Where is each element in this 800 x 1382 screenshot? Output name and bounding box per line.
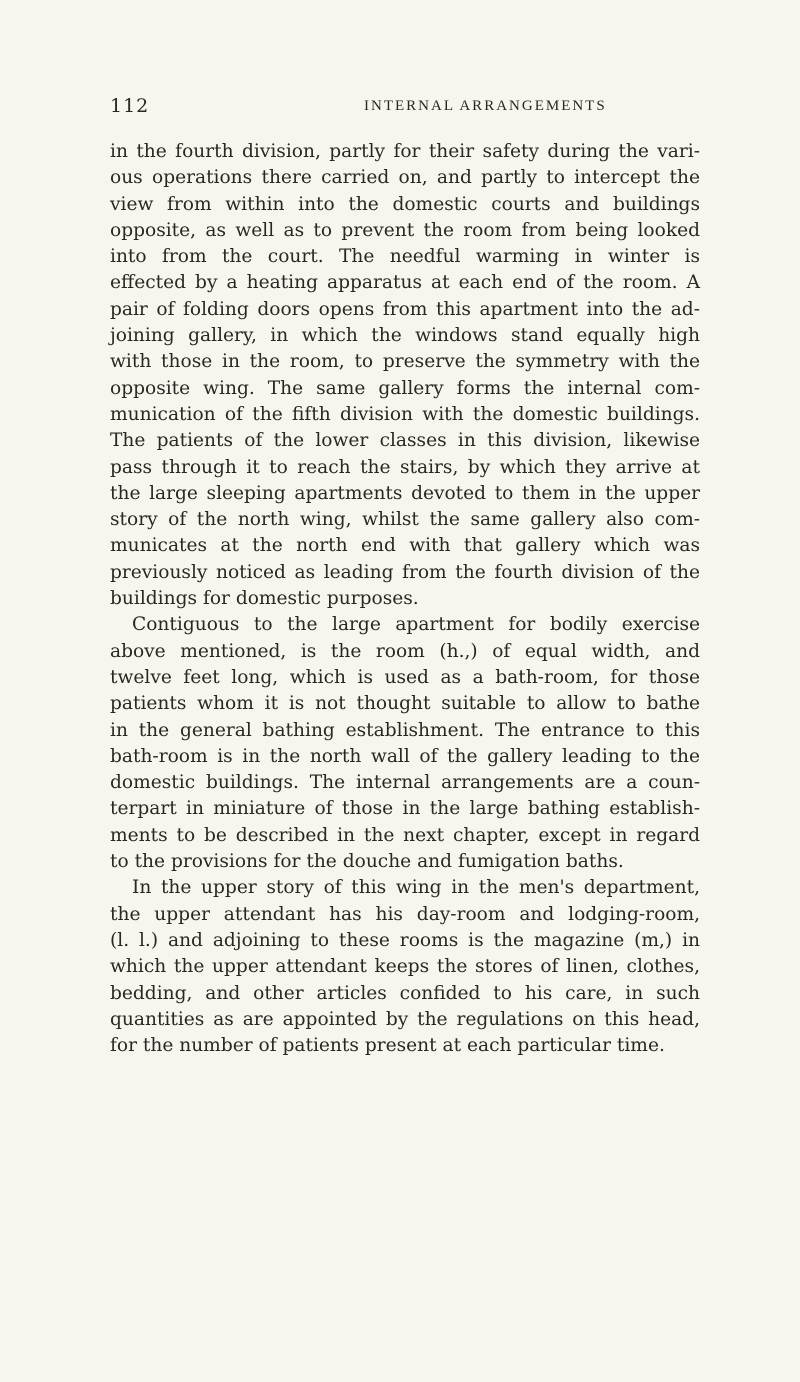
text-line: the upper attendant has his day-room and lodging-room, — [110, 903, 700, 925]
text-line: (l. l.) and adjoining to these rooms is the magazine (m,) in — [110, 929, 700, 951]
text-line: joining gallery, in which the windows stand equally high — [110, 325, 700, 347]
body-text — [110, 139, 700, 1059]
page-header — [110, 95, 700, 121]
text-line: story of the north wing, whilst the same gallery also com- — [110, 509, 700, 531]
text-line: bedding, and other articles confided to his care, in such — [110, 982, 700, 1004]
text-line: patients whom it is not thought suitable to allow to bathe — [110, 693, 700, 715]
text-line: Contiguous to the large apartment for bodily exercise — [132, 614, 700, 636]
text-line: which the upper attendant keeps the stores of linen, clothes, — [110, 956, 700, 978]
text-line: opposite wing. The same gallery forms the internal com- — [110, 377, 700, 399]
text-line: in the fourth division, partly for their safety during the vari- — [110, 141, 700, 162]
text-line: ous operations there carried on, and partly to intercept the — [110, 167, 700, 189]
text-line: view from within into the domestic courts and buildings — [110, 193, 700, 215]
text-line: the large sleeping apartments devoted to them in the upper — [110, 482, 700, 504]
text-line: pair of folding doors opens from this apartment into the ad- — [110, 298, 700, 320]
text-line: effected by a heating apparatus at each end of the room. A — [110, 272, 700, 294]
text-line: opposite, as well as to prevent the room from being looked — [110, 219, 700, 241]
text-line: munication of the fifth division with the domestic buildings. — [110, 403, 700, 425]
text-line: In the upper story of this wing in the men's department, — [132, 877, 700, 899]
text-line: The patients of the lower classes in this division, likewise — [110, 430, 700, 452]
text-line: above mentioned, is the room (h.,) of equal width, and — [110, 640, 700, 662]
text-line: domestic buildings. The internal arrangements are a coun- — [110, 772, 700, 794]
text-line: municates at the north end with that gallery which was — [110, 535, 700, 557]
text-line: twelve feet long, which is used as a bath-room, for those — [110, 666, 700, 688]
text-line: bath-room is in the north wall of the gallery leading to the — [110, 745, 700, 767]
text-line: to the provisions for the douche and fumigation baths. — [110, 851, 624, 873]
running-head: INTERNAL ARRANGEMENTS — [364, 98, 607, 114]
text-line: ments to be described in the next chapter, except in regard — [110, 824, 700, 846]
text-line: previously noticed as leading from the fourth division of the — [110, 561, 700, 583]
text-line: quantities as are appointed by the regulations on this head, — [110, 1008, 700, 1030]
text-line: terpart in miniature of those in the large bathing establish- — [110, 798, 700, 820]
text-line: for the number of patients present at each particular time. — [110, 1035, 665, 1057]
text-line: buildings for domestic purposes. — [110, 588, 419, 610]
text-line: pass through it to reach the stairs, by which they arrive at — [110, 456, 700, 478]
page-number: 112 — [110, 95, 150, 117]
text-line: into from the court. The needful warming in winter is — [110, 246, 700, 268]
text-line: in the general bathing establishment. The entrance to this — [110, 719, 700, 741]
text-line: with those in the room, to preserve the symmetry with the — [110, 351, 700, 373]
